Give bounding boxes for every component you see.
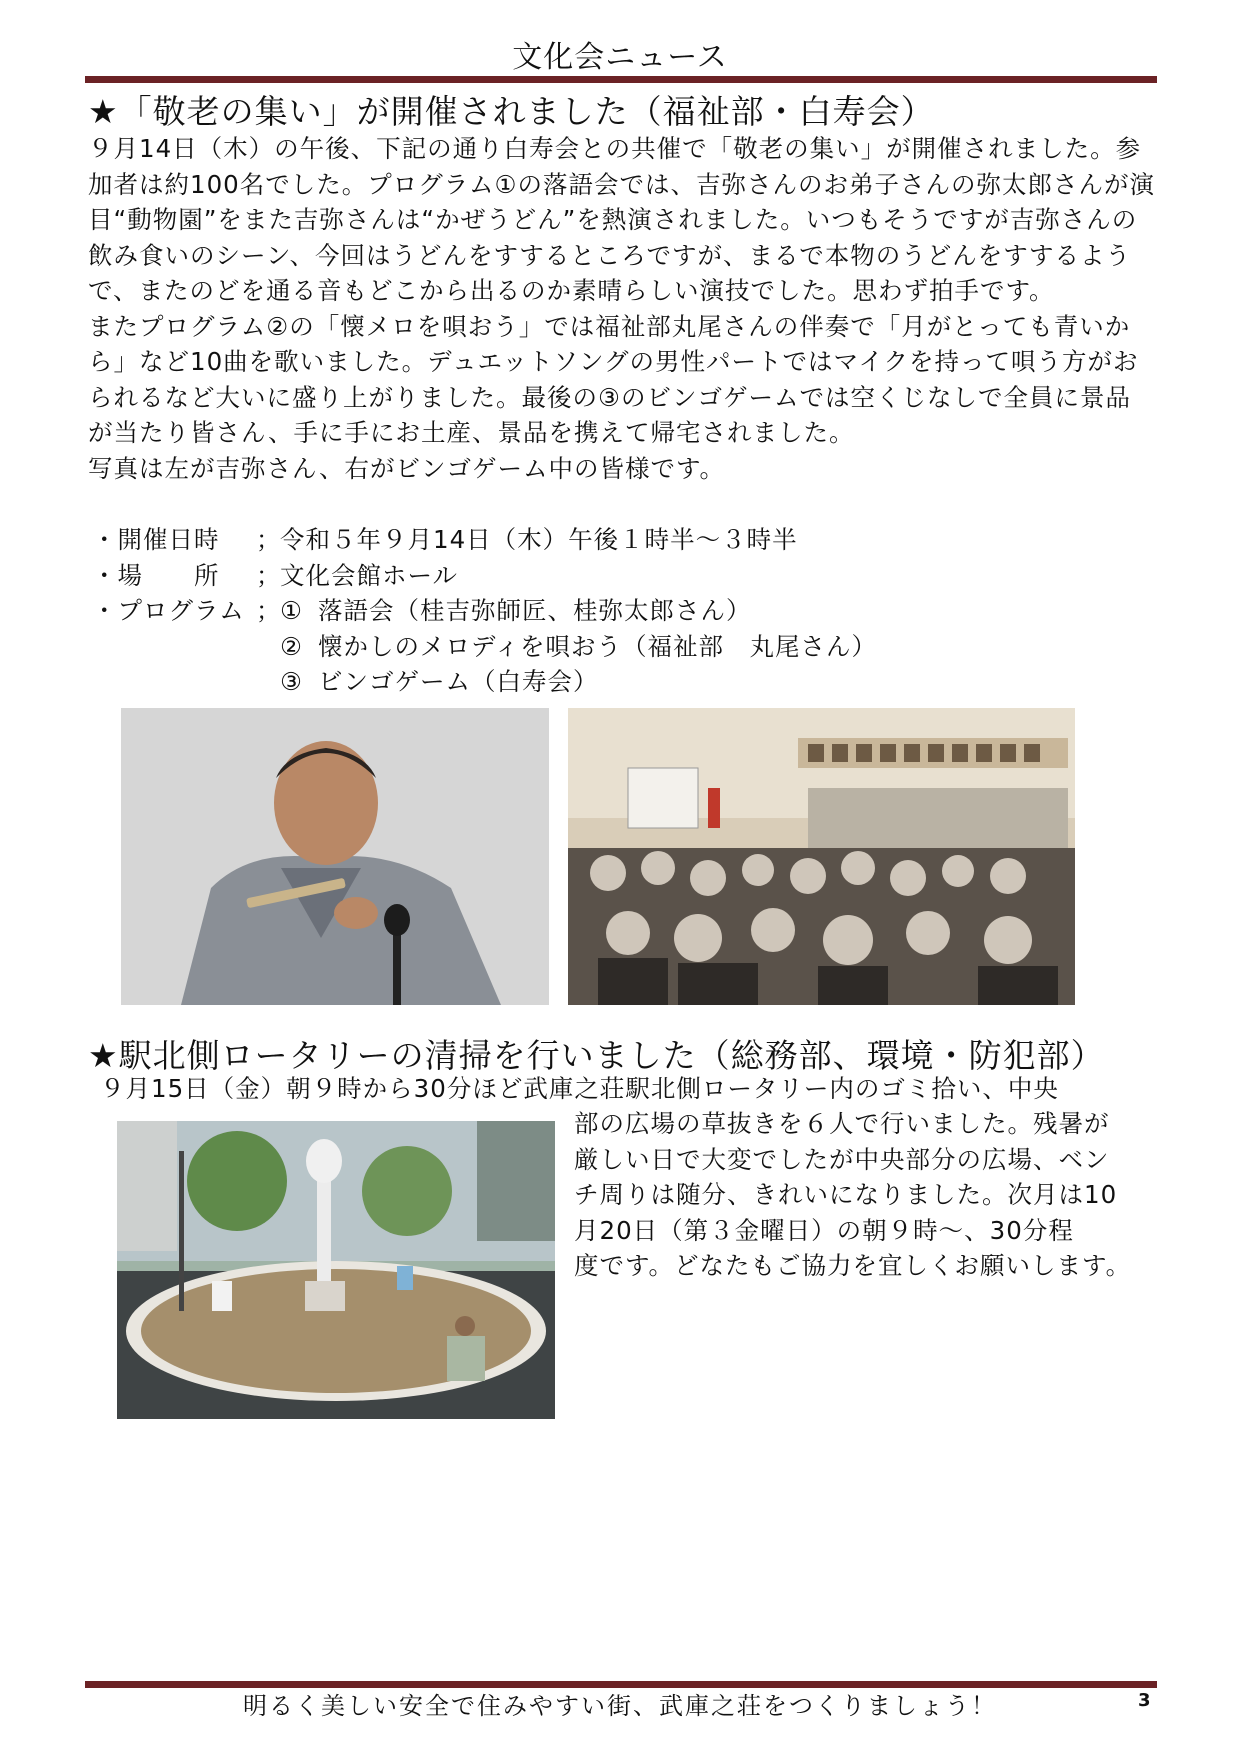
- program-item: [280, 664, 877, 700]
- event-details: [92, 522, 877, 700]
- detail-row-date: [92, 522, 877, 558]
- article2-first-line: ９月15日（金）朝９時から30分ほど武庫之荘駅北側ロータリー内のゴミ拾い、中央: [100, 1074, 1059, 1103]
- article1-body: [88, 131, 1156, 486]
- article2-heading: ★駅北側ロータリーの清掃を行いました（総務部、環境・防犯部）: [88, 1036, 1105, 1075]
- program-list: [280, 593, 877, 700]
- separator: ；: [256, 525, 282, 554]
- article1-paragraph-1: ９月14日（木）の午後、下記の通り白寿会との共催で「敬老の集い」が開催されました。参加者は約100名でした。プログラム①の落語会では、吉弥さんのお弟子さんの弥太郎さんが演目“動物園”をまた吉弥さんは“かぜうどん”を熱演されました。いつもそうですが吉弥さんの飲み食いのシーン、今回はうどんをすするところですが、まるで本物のうどんをすするようで、またのどを通る音もどこから出るのか素晴らしい演技でした。思わず拍手です。: [88, 134, 1155, 305]
- program-text: ビンゴゲーム（白寿会）: [318, 667, 599, 696]
- program-text: 落語会（桂吉弥師匠、桂弥太郎さん）: [318, 596, 752, 625]
- article2-line: チ周りは随分、きれいになりました。次月は10: [574, 1180, 1118, 1209]
- detail-row-place: [92, 558, 877, 594]
- page-number: 3: [1138, 1690, 1151, 1711]
- program-item: [280, 629, 877, 665]
- photo-rotary-cleanup: [117, 1121, 555, 1419]
- place-value: 文化会館ホール: [280, 560, 459, 590]
- program-number: ①: [280, 596, 303, 625]
- newsletter-title: 文化会ニュース: [512, 40, 728, 75]
- article2-line: 月20日（第３金曜日）の朝９時～、30分程: [574, 1215, 1074, 1245]
- date-value: 令和５年９月14日（木）午後１時半～３時半: [280, 525, 798, 554]
- article2-line: 度です。どなたもご協力を宜しくお願いします。: [574, 1251, 1132, 1280]
- program-item: [280, 593, 877, 629]
- article1-paragraph-2: またプログラム②の「懐メロを唄おう」では福祉部丸尾さんの伴奏で「月がとっても青いから」など10曲を歌いました。デュエットソングの男性パートではマイクを持って唄う方がおられるなど大いに盛り上がりました。最後の③のビンゴゲームでは空くじなしで全員に景品が当たり皆さん、手に手にお土産、景品を携えて帰宅されました。: [88, 311, 1139, 447]
- header-rule: [85, 76, 1157, 83]
- article2-line: 厳しい日で大変でしたが中央部分の広場、ベン: [574, 1144, 1110, 1174]
- date-label: ・開催日時: [92, 525, 220, 554]
- article2-wrapped-text: [574, 1106, 1160, 1284]
- program-number: ②: [280, 631, 303, 661]
- article2-line: 部の広場の草抜きを６人で行いました。残暑が: [574, 1109, 1110, 1138]
- separator: ；: [256, 596, 282, 625]
- photo-bingo-audience: [568, 708, 1075, 1005]
- separator: ；: [256, 560, 282, 590]
- place-label: ・場 所: [92, 560, 220, 590]
- footer-slogan: 明るく美しい安全で住みやすい街、武庫之荘をつくりましょう！: [243, 1692, 997, 1720]
- article1-paragraph-3: 写真は左が吉弥さん、右がビンゴゲーム中の皆様です。: [88, 453, 726, 483]
- program-number: ③: [280, 667, 303, 696]
- detail-row-program: [92, 593, 877, 700]
- photo-rakugo-performer: [121, 708, 549, 1005]
- article1-heading: ★「敬老の集い」が開催されました（福祉部・白寿会）: [88, 92, 935, 131]
- program-text: 懐かしのメロディを唄おう（福祉部 丸尾さん）: [318, 631, 878, 661]
- program-label: ・プログラム: [92, 596, 245, 625]
